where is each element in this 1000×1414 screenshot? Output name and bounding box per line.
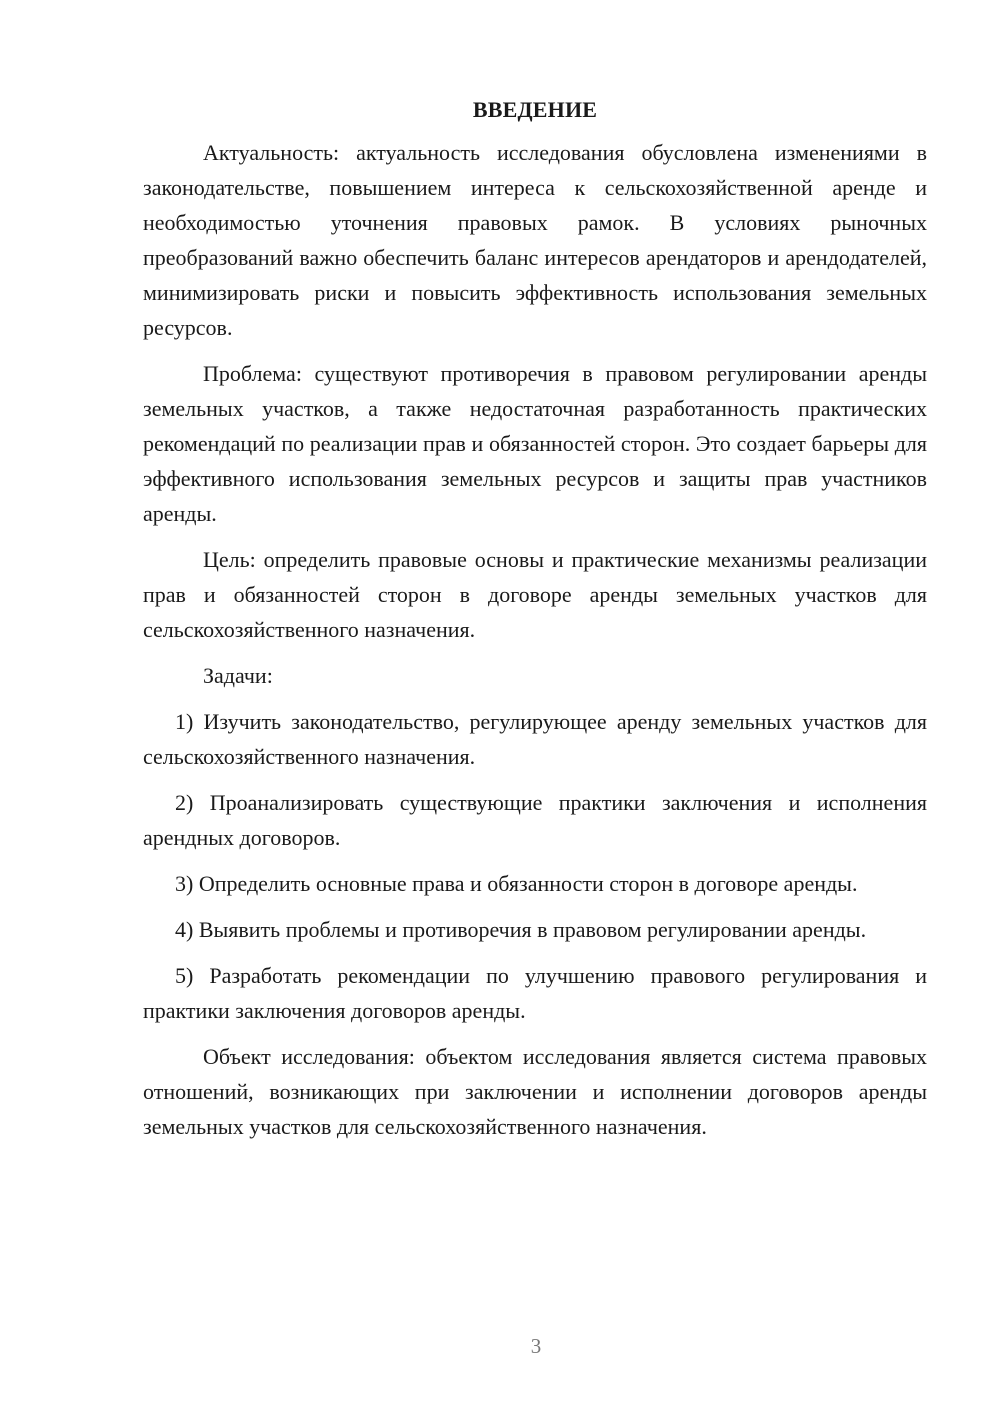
paragraph-object: Объект исследования: объектом исследования является система правовых отношений, возникающих при заключении и исполнении договоров аренды земельных участков для сельскохозяйственного назначения.: [143, 1044, 927, 1139]
task-item-4: 4) Выявить проблемы и противоречия в правовом регулировании аренды.: [175, 917, 867, 942]
paragraph-problem: Проблема: существуют противоречия в правовом регулировании аренды земельных участков, а также недостаточная разработанность практических рекомендаций по реализации прав и обязанностей сторон. Это создает барьеры для эффективного использования земельных ресурсов и защиты прав участников аренды.: [143, 361, 927, 526]
page-number: 3: [530, 1334, 542, 1358]
paragraph-relevance: Актуальность: актуальность исследования обусловлена изменениями в законодательстве, повышением интереса к сельскохозяйственной аренде и необходимостью уточнения правовых рамок. В условиях рыночных преобразований важно обеспечить баланс интересов арендаторов и арендодателей, минимизировать риски и повысить эффективность использования земельных ресурсов.: [143, 140, 927, 340]
paragraph-goal: Цель: определить правовые основы и практические механизмы реализации прав и обязанностей сторон в договоре аренды земельных участков для сельскохозяйственного назначения.: [143, 547, 927, 642]
task-item-2: 2) Проанализировать существующие практики заключения и исполнения арендных договоров.: [143, 790, 927, 850]
page-content: [143, 92, 927, 1155]
task-item-5: 5) Разработать рекомендации по улучшению правового регулирования и практики заключения договоров аренды.: [143, 963, 927, 1023]
section-title: ВВЕДЕНИЕ: [472, 97, 598, 122]
task-item-3: 3) Определить основные права и обязанности сторон в договоре аренды.: [175, 871, 858, 896]
task-item-1: 1) Изучить законодательство, регулирующее аренду земельных участков для сельскохозяйственного назначения.: [143, 709, 927, 769]
paragraph-tasks-heading: Задачи:: [203, 663, 273, 688]
